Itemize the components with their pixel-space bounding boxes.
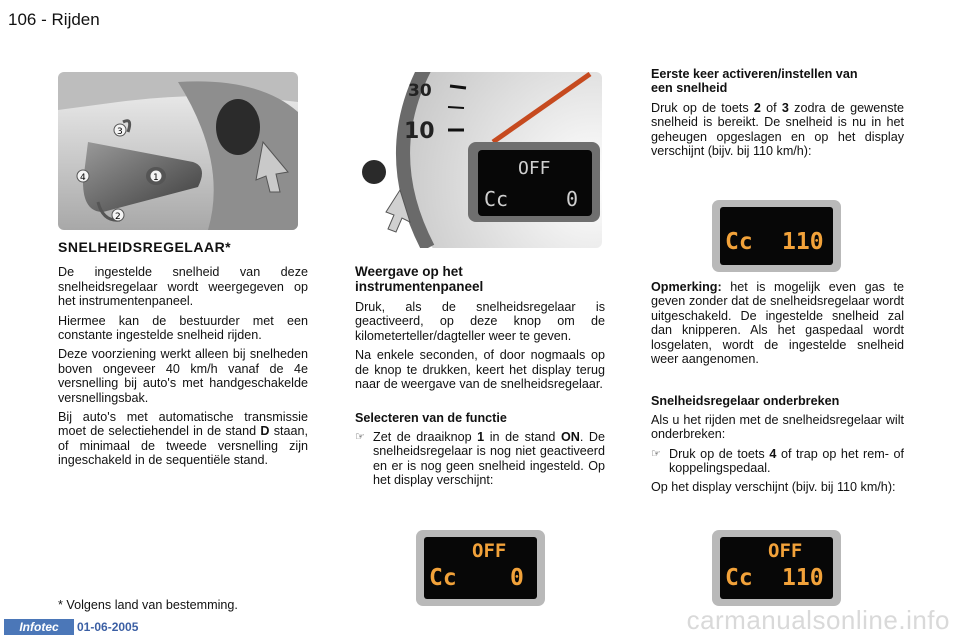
paragraph: De ingestelde snelheid van deze snelheidsregelaar wordt weergegeven op het instrumentenpaneel. (58, 265, 308, 309)
subsection-heading: Weergave op het instrumentenpaneel (355, 264, 484, 294)
gauge-tick-10: 10 (404, 119, 435, 144)
lcd-speed: 110 (782, 229, 824, 255)
lcd-speed: 110 (782, 565, 824, 591)
lcd-speed: 0 (510, 565, 524, 591)
paragraph: Na enkele seconden, of door nogmaals op de knop te drukken, keert het display terug naar de weergave van de snelheidsregelaar. (355, 348, 605, 392)
gauge-lcd-line1: OFF (518, 158, 551, 179)
page-header (8, 10, 100, 30)
paragraph: Als u het rijden met de snelheidsregelaar wilt onderbreken: (651, 412, 904, 442)
paragraph: Bij auto's met automatische transmissie moet de selectiehendel in de stand D staan, of minimaal de tweede versnelling zijn ingeschakeld in de sequentiële stand. (58, 410, 309, 468)
instrument-panel-illustration (358, 72, 602, 248)
paragraph: Op het display verschijnt (bijv. bij 110 km/h): (651, 480, 896, 495)
hand-pointer-icon: ☞ (651, 447, 661, 460)
paragraph: Hiermee kan de bestuurder met een constante ingestelde snelheid rijden. (58, 313, 308, 343)
header-separator: - (41, 10, 47, 29)
page-number: 106 (8, 10, 37, 29)
cruise-stalk-illustration (58, 72, 298, 230)
display-off-110 (712, 530, 841, 606)
subsection-heading: Eerste keer activeren/instellen van een snelheid (651, 67, 858, 96)
display-off-0 (416, 530, 545, 606)
column-left (58, 240, 308, 473)
lcd-status: OFF (768, 540, 803, 562)
gauge-tick-30: 30 (408, 81, 432, 101)
gauge-lcd-speed: 0 (566, 187, 579, 211)
list-item: ☞ Druk op de toets 4 of trap op het rem- of koppelingspedaal. (651, 446, 905, 476)
section-heading: SNELHEIDSREGELAAR* (58, 239, 232, 255)
lcd-mode: Cc (725, 565, 753, 591)
paragraph: Druk, als de snelheidsregelaar is geactiveerd, op deze knop om de kilometerteller/dagteller weer te geven. (355, 300, 605, 343)
column-right-lower (651, 280, 904, 500)
label-4: 4 (80, 173, 86, 183)
lcd-mode: Cc (429, 565, 457, 591)
label-2: 2 (115, 212, 121, 222)
label-1: 1 (153, 173, 159, 183)
subsection-heading: Selecteren van de functie (355, 411, 507, 426)
paragraph: Druk op de toets 2 of 3 zodra de gewenste snelheid is bereikt. De snelheid is nu in het geheugen opgeslagen en op het display verschijnt (bijv. bij 110 km/h): (651, 100, 905, 159)
lcd-mode: Cc (725, 229, 753, 255)
display-cc-110 (712, 200, 841, 272)
label-3: 3 (117, 127, 123, 137)
lcd-status: OFF (472, 540, 507, 562)
infotec-logo: Infotec (4, 619, 74, 635)
list-item: ☞ Zet de draaiknop 1 in de stand ON. De snelheidsregelaar is nog niet geactiveerd en er is nog geen snelheid ingesteld. Op het display verschijnt: (355, 429, 605, 488)
gauge-lcd-cc: Cc (484, 187, 509, 211)
subsection-heading: Snelheidsregelaar onderbreken (651, 394, 840, 409)
watermark: carmanualsonline.info (686, 605, 950, 635)
hand-pointer-icon: ☞ (355, 430, 365, 443)
paragraph: Deze voorziening werkt alleen bij snelheden boven ongeveer 40 km/h vanaf de 4e versnelling bij auto's met handgeschakelde versnellingsbak. (58, 347, 308, 405)
footnote: * Volgens land van bestemming. (58, 598, 238, 612)
column-middle (355, 264, 605, 487)
section-title: Rijden (51, 10, 100, 29)
footer-date: 01-06-2005 (77, 620, 139, 634)
note: Opmerking: het is mogelijk even gas te geven zonder dat de snelheidsregelaar wordt uitgeschakeld. De ingestelde snelheid zal dan knipperen. Als het gaspedaal wordt losgelaten, wordt de ingestelde snelheid weer aangenomen. (651, 280, 904, 367)
column-right (651, 67, 904, 163)
